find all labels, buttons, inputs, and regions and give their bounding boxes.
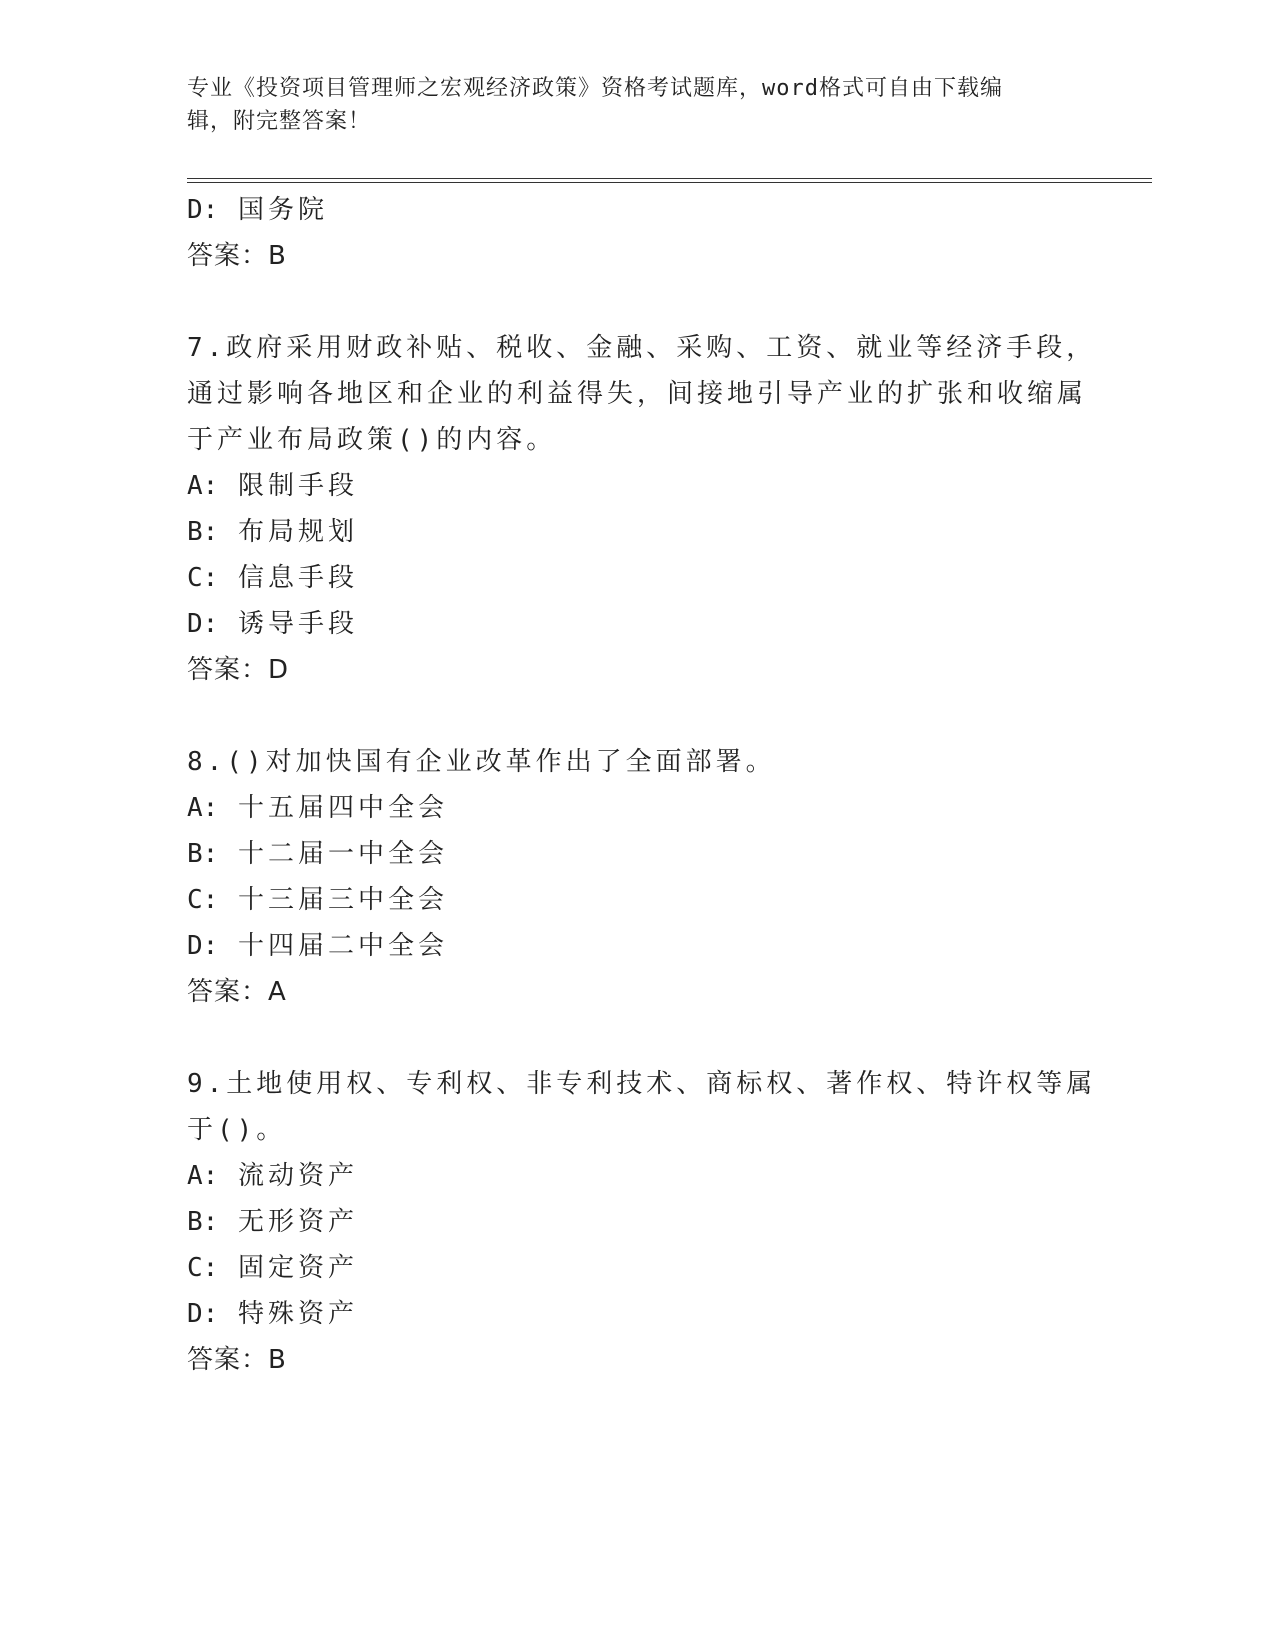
spacer	[187, 1015, 1067, 1061]
option-b	[187, 831, 1067, 877]
option-text: 布局规划	[237, 517, 358, 547]
option-a	[187, 785, 1067, 831]
option-a	[187, 1153, 1067, 1199]
option-c	[187, 877, 1067, 923]
option-b	[187, 509, 1067, 555]
question-text-line: 8.()对加快国有企业改革作出了全面部署。	[187, 747, 776, 777]
option-text: 十三届三中全会	[237, 885, 448, 915]
question-7	[187, 325, 1097, 693]
question-text-line: 于()。	[187, 1115, 287, 1145]
option-c	[187, 555, 1067, 601]
option-text: 信息手段	[237, 563, 358, 593]
previous-question	[187, 187, 1067, 279]
option-text: 流动资产	[237, 1161, 358, 1191]
option-letter: D:	[187, 195, 219, 225]
header-divider-bottom	[187, 182, 1152, 183]
option-letter: A:	[187, 793, 219, 823]
option-letter: B:	[187, 839, 219, 869]
option-text: 无形资产	[237, 1207, 358, 1237]
question-9	[187, 1061, 1097, 1383]
option-text: 十五届四中全会	[237, 793, 448, 823]
option-letter: C:	[187, 1253, 219, 1283]
header-line-1: 专业《投资项目管理师之宏观经济政策》资格考试题库，word格式可自由下载编	[187, 76, 1003, 101]
option-d	[187, 601, 1067, 647]
question-list	[187, 187, 1097, 1383]
option-c	[187, 1245, 1067, 1291]
option-b	[187, 1199, 1067, 1245]
document-header	[187, 72, 1067, 138]
question-text-line: 通过影响各地区和企业的利益得失，间接地引导产业的扩张和收缩属	[187, 379, 1088, 409]
option-letter: B:	[187, 1207, 219, 1237]
option-text: 固定资产	[237, 1253, 358, 1283]
header-divider-top	[187, 178, 1152, 179]
question-text-line: 于产业布局政策()的内容。	[187, 425, 557, 455]
option-text: 十二届一中全会	[237, 839, 448, 869]
option-letter: C:	[187, 563, 219, 593]
question-text-line: 9.土地使用权、专利权、非专利技术、商标权、著作权、特许权等属	[187, 1069, 1097, 1099]
option-letter: C:	[187, 885, 219, 915]
option-letter: A:	[187, 1161, 219, 1191]
option-letter: A:	[187, 471, 219, 501]
question-8	[187, 739, 1067, 1015]
answer-line: 答案：A	[187, 977, 287, 1007]
answer-line: 答案：B	[187, 241, 287, 271]
option-text: 特殊资产	[237, 1299, 358, 1329]
option-text: 国务院	[237, 195, 328, 225]
header-line-2: 辑，附完整答案！	[187, 109, 372, 134]
option-text: 限制手段	[237, 471, 358, 501]
option-letter: D:	[187, 931, 219, 961]
answer-line: 答案：B	[187, 1345, 287, 1375]
spacer	[187, 693, 1067, 739]
option-text: 十四届二中全会	[237, 931, 448, 961]
option-letter: D:	[187, 609, 219, 639]
answer-line: 答案：D	[187, 655, 290, 685]
option-d	[187, 187, 1067, 233]
option-a	[187, 463, 1067, 509]
option-text: 诱导手段	[237, 609, 358, 639]
option-d	[187, 923, 1067, 969]
option-letter: B:	[187, 517, 219, 547]
option-letter: D:	[187, 1299, 219, 1329]
spacer	[187, 279, 1067, 325]
question-text-line: 7.政府采用财政补贴、税收、金融、采购、工资、就业等经济手段，	[187, 333, 1097, 363]
option-d	[187, 1291, 1067, 1337]
